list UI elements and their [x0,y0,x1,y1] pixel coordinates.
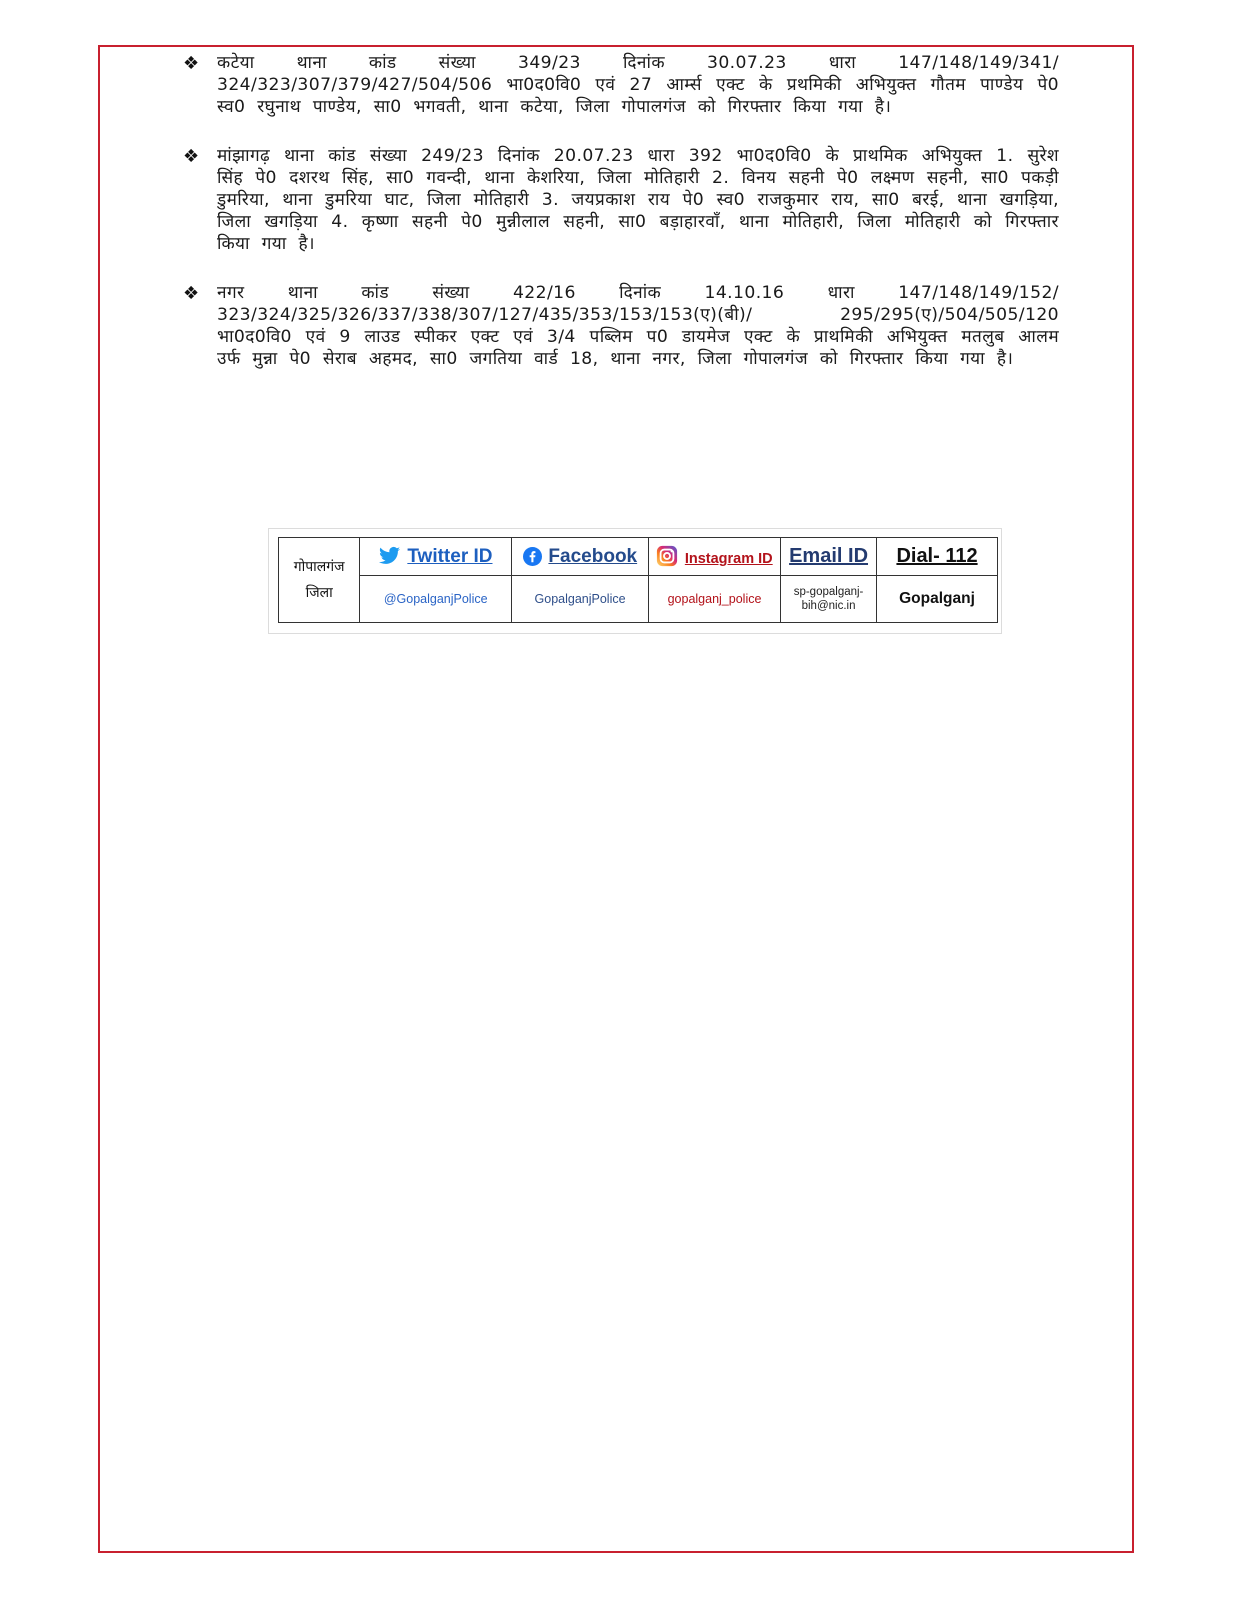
list-item [183,52,1059,119]
facebook-icon [523,547,542,566]
district-cell [279,538,360,623]
list-item [183,282,1059,371]
list-item-text: मांझागढ़ थाना कांड संख्या 249/23 दिनांक 20.07.23 धारा 392 भा0द0वि0 के प्राथमिक अभियुक्त 1. सुरेश सिंह पे0 दशरथ सिंह, सा0 गवन्दी, थाना केशरिया, जिला मोतिहारी 2. विनय सहनी पे0 लक्ष्मण सहनी, सा0 पकड़ी डुमरिया, थाना डुमरिया घाट, जिला मोतिहारी 3. जयप्रकाश राय पे0 स्व0 राजकुमार राय, सा0 बरई, थाना खगड़िया, जिला खगड़िया 4. कृष्णा सहनी पे0 मुन्नीलाल सहनी, सा0 बड़ाहारवाँ, थाना मोतिहारी, जिला मोतिहारी को गिरफ्तार किया गया है। [217,145,1059,255]
facebook-header [512,538,649,576]
email-header [781,538,877,576]
email-address-part2: bih@nic.in [801,600,856,612]
list-item-text: कटेया थाना कांड संख्या 349/23 दिनांक 30.07.23 धारा 147/148/149/341/ 324/323/307/379/427/504/506 भा0द0वि0 एवं 27 आर्म्स एक्ट के प्रथमिकी अभियुक्त गौतम पाण्डेय पे0 स्व0 रघुनाथ पाण्डेय, सा0 भगवती, थाना कटेया, जिला गोपालगंज को गिरफ्तार किया गया है। [217,53,1059,118]
district-suffix: जिला [305,585,333,601]
twitter-handle[interactable]: @GopalganjPolice [360,576,512,623]
contact-table [278,537,998,623]
twitter-bird-icon [379,546,401,566]
instagram-header [648,538,780,576]
list-item-text: नगर थाना कांड संख्या 422/16 दिनांक 14.10.16 धारा 147/148/149/152/ 323/324/325/326/337/338/307/127/435/353/153/153(ए)(बी)/ 295/295(ए)/504/505/120 भा0द0वि0 एवं 9 लाउड स्पीकर एक्ट एवं 3/4 पब्लिम प0 डायमेज एक्ट के प्राथमिकी अभियुक्त मतलुब आलम उर्फ मुन्ना पे0 सेराब अहमद, सा0 जगतिया वार्ड 18, थाना नगर, जिला गोपालगंज को गिरफ्तार किया गया है। [217,282,1059,370]
list-item [183,145,1059,256]
facebook-label: Facebook [548,545,638,567]
instagram-icon [656,545,678,567]
diamond-bullet-icon: ❖ [183,145,200,167]
twitter-label: Twitter ID [407,545,493,567]
diamond-bullet-icon: ❖ [183,53,200,74]
facebook-handle[interactable]: GopalganjPolice [512,576,649,623]
email-address-part1: sp-gopalganj- [793,586,864,598]
dial-header [877,538,998,576]
diamond-bullet-icon: ❖ [183,282,200,304]
district-name: गोपालगंज [293,559,345,575]
email-label: Email ID [789,545,869,567]
twitter-header [360,538,512,576]
email-address[interactable] [781,576,877,623]
instagram-handle[interactable]: gopalganj_police [648,576,780,623]
instagram-label: Instagram ID [684,551,773,567]
dial-label: Dial- 112 [896,545,978,567]
arrest-report-list [183,52,1059,396]
dial-location: Gopalganj [877,576,998,623]
